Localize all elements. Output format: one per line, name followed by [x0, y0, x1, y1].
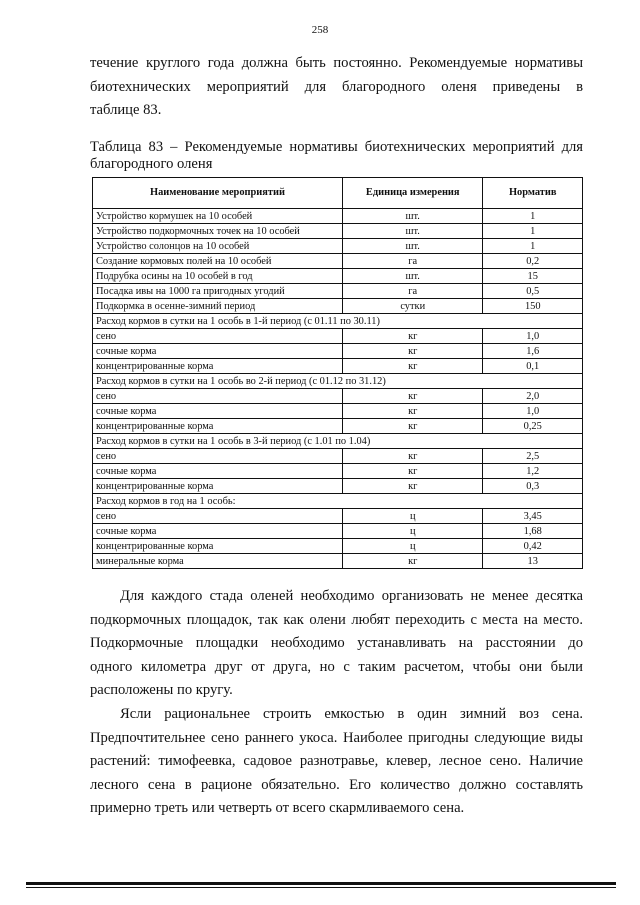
section-title: Расход кормов в сутки на 1 особь в 1-й период (с 01.11 по 30.11) [93, 314, 583, 329]
measure-unit: сутки [343, 299, 483, 314]
measure-value: 150 [483, 299, 583, 314]
table-row [93, 509, 583, 524]
page-number: 258 [311, 24, 329, 36]
text-line: Ясли рациональнее строить емкостью в один зимний воз сена. [120, 706, 583, 722]
measure-unit: шт. [343, 269, 483, 284]
measure-value: 0,42 [483, 539, 583, 554]
measure-unit: шт. [343, 224, 483, 239]
table-section-row [93, 434, 583, 449]
footer-rule-thin [26, 887, 616, 888]
table-row [93, 359, 583, 374]
table-row [93, 479, 583, 494]
table-row [93, 539, 583, 554]
measure-unit: кг [343, 389, 483, 404]
measure-value: 0,1 [483, 359, 583, 374]
table-caption: Таблица 83 – Рекомендуемые нормативы биотехнических мероприятий для [90, 139, 583, 155]
table-row [93, 344, 583, 359]
measure-name: Устройство кормушек на 10 особей [93, 209, 343, 224]
text-line: Подкормочные площадки необходимо устанавливать на расстоянии до [90, 635, 583, 651]
measure-name: сено [93, 449, 343, 464]
table-row [93, 389, 583, 404]
section-title: Расход кормов в сутки на 1 особь в 3-й период (с 1.01 по 1.04) [93, 434, 583, 449]
table-row [93, 254, 583, 269]
measure-unit: кг [343, 464, 483, 479]
table-caption-continued: благородного оленя [90, 156, 213, 172]
measure-name: концентрированные корма [93, 479, 343, 494]
text-line: Предпочтительнее сено раннего укоса. Наиболее пригодны следующие виды [90, 729, 583, 746]
text-line: Для каждого стада оленей необходимо организовать не менее десятка [120, 588, 583, 604]
table-row [93, 224, 583, 239]
table-row [93, 269, 583, 284]
measure-unit: кг [343, 344, 483, 359]
measure-value: 1 [483, 224, 583, 239]
intro-paragraph [90, 52, 583, 123]
measure-value: 1,0 [483, 404, 583, 419]
measure-value: 0,5 [483, 284, 583, 299]
table-row [93, 524, 583, 539]
measure-value: 13 [483, 554, 583, 569]
measure-name: сочные корма [93, 404, 343, 419]
measure-unit: кг [343, 419, 483, 434]
measure-name: концентрированные корма [93, 539, 343, 554]
measure-name: концентрированные корма [93, 419, 343, 434]
text-line: лесного сена в рационе обязательно. Его количество должно составлять [90, 776, 583, 793]
measure-value: 1,0 [483, 329, 583, 344]
measure-name: Посадка ивы на 1000 га пригодных угодий [93, 284, 343, 299]
norms-table [92, 177, 583, 569]
table-row [93, 464, 583, 479]
text-line: расположены по кругу. [90, 682, 233, 698]
measure-name: концентрированные корма [93, 359, 343, 374]
measure-value: 3,45 [483, 509, 583, 524]
measure-unit: кг [343, 329, 483, 344]
section-title: Расход кормов в сутки на 1 особь во 2-й период (с 01.12 по 31.12) [93, 374, 583, 389]
measure-name: сочные корма [93, 464, 343, 479]
text-line: подкормочных площадок, так как олени любят переходить с места на место. [90, 611, 583, 628]
measure-name: сено [93, 329, 343, 344]
header-name: Наименование мероприятий [93, 178, 343, 209]
header-unit: Единица измерения [343, 178, 483, 209]
measure-unit: ц [343, 524, 483, 539]
measure-name: Устройство подкормочных точек на 10 особей [93, 224, 343, 239]
table-body [93, 209, 583, 569]
table-row [93, 239, 583, 254]
section-title: Расход кормов в год на 1 особь: [93, 494, 583, 509]
measure-value: 0,2 [483, 254, 583, 269]
text-line: примерно треть или четверть от всего скармливаемого сена. [90, 800, 465, 816]
text-line: таблице 83. [90, 102, 162, 118]
measure-unit: га [343, 254, 483, 269]
paragraph-feeding-sites [90, 585, 583, 703]
measure-name: сочные корма [93, 344, 343, 359]
measure-value: 1,6 [483, 344, 583, 359]
measure-value: 15 [483, 269, 583, 284]
table-row [93, 404, 583, 419]
paragraph-hay-mangers [90, 703, 583, 821]
measure-unit: кг [343, 404, 483, 419]
measure-unit: шт. [343, 209, 483, 224]
measure-name: минеральные корма [93, 554, 343, 569]
measure-unit: кг [343, 359, 483, 374]
text-line: одного километра друг от друга, но с таким расчетом, чтобы они были [90, 658, 583, 675]
table-row [93, 419, 583, 434]
table-section-row [93, 314, 583, 329]
header-norm: Норматив [483, 178, 583, 209]
measure-unit: кг [343, 554, 483, 569]
table-row [93, 209, 583, 224]
measure-value: 2,5 [483, 449, 583, 464]
table-row [93, 284, 583, 299]
table-section-row [93, 494, 583, 509]
text-line: течение круглого года должна быть постоянно. Рекомендуемые нормативы [90, 55, 583, 71]
measure-value: 0,3 [483, 479, 583, 494]
footer-rule-thick [26, 882, 616, 885]
text-line: растений: тимофеевка, садовое разнотравье, клевер, лесное сено. Наличие [90, 753, 583, 769]
measure-value: 1 [483, 209, 583, 224]
table-header-row [93, 178, 583, 209]
measure-unit: га [343, 284, 483, 299]
measure-name: сено [93, 389, 343, 404]
measure-name: Устройство солонцов на 10 особей [93, 239, 343, 254]
measure-value: 2,0 [483, 389, 583, 404]
table-row [93, 449, 583, 464]
measure-value: 1,2 [483, 464, 583, 479]
table-section-row [93, 374, 583, 389]
table-row [93, 554, 583, 569]
table-row [93, 299, 583, 314]
measure-unit: шт. [343, 239, 483, 254]
measure-value: 0,25 [483, 419, 583, 434]
measure-name: Подкормка в осенне-зимний период [93, 299, 343, 314]
measure-name: Создание кормовых полей на 10 особей [93, 254, 343, 269]
measure-name: сочные корма [93, 524, 343, 539]
table-row [93, 329, 583, 344]
measure-unit: кг [343, 449, 483, 464]
measure-name: Подрубка осины на 10 особей в год [93, 269, 343, 284]
measure-unit: ц [343, 509, 483, 524]
text-line: биотехнических мероприятий для благородного оленя приведены в [90, 78, 583, 95]
measure-value: 1 [483, 239, 583, 254]
measure-unit: кг [343, 479, 483, 494]
measure-value: 1,68 [483, 524, 583, 539]
measure-name: сено [93, 509, 343, 524]
measure-unit: ц [343, 539, 483, 554]
